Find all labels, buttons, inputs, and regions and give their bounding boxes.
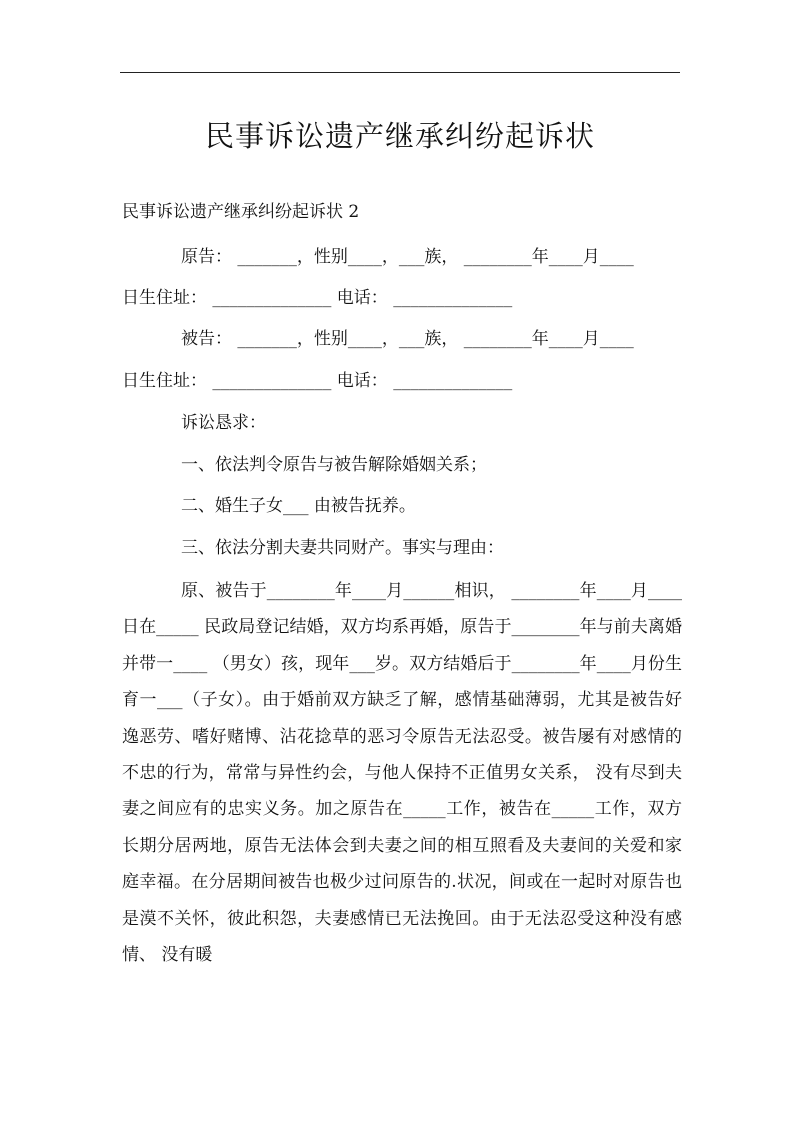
- header-rule: [120, 72, 680, 73]
- facts-paragraph: 原、被告于________年____月______相识， ________年____月____ 日在_____ 民政局登记结婚，双方均系再婚，原告于________年与前夫离婚并带一____ （男女）孩，现年___岁。双方结婚后于________年____月份生育一___（子女）。由于婚前双方缺乏了解，感情基础薄弱，尤其是被告好逸恶劳、嗜好赌博、沾花捻草的恶习令原告无法忍受。被告屡有对感情的不忠的行为，常常与异性约会，与他人保持不正值男女关系， 没有尽到夫妻之间应有的忠实义务。加之原告在_____工作，被告在_____工作，双方长期分居两地，原告无法体会到夫妻之间的相互照看及夫妻间的关爱和家庭幸福。在分居期间被告也极少过问原告的.状况，间或在一起时对原告也是漠不关怀，彼此积怨，夫妻感情已无法挽回。由于无法忍受这种没有感情、 没有暖: [122, 581, 682, 966]
- defendant-line: 被告： _______，性别____，___族， ________年____月____: [181, 329, 634, 349]
- claim-item-2: 二、婚生子女___ 由被告抚养。: [181, 496, 416, 516]
- claims-heading: 诉讼恳求：: [181, 413, 266, 433]
- claim-item-3: 三、依法分割夫妻共同财产。事实与理由：: [181, 538, 504, 558]
- document-subtitle: 民事诉讼遗产继承纠纷起诉状 2: [122, 202, 360, 222]
- document-title: 民事诉讼遗产继承纠纷起诉状: [204, 119, 595, 153]
- plaintiff-address-line: 日生住址： ______________ 电话： ______________: [122, 288, 513, 308]
- claim-item-1: 一、依法判令原告与被告解除婚姻关系；: [181, 455, 487, 475]
- defendant-address-line: 日生住址： ______________ 电话： ______________: [122, 371, 513, 391]
- plaintiff-line: 原告： _______，性别____，___族， ________年____月____: [181, 247, 634, 267]
